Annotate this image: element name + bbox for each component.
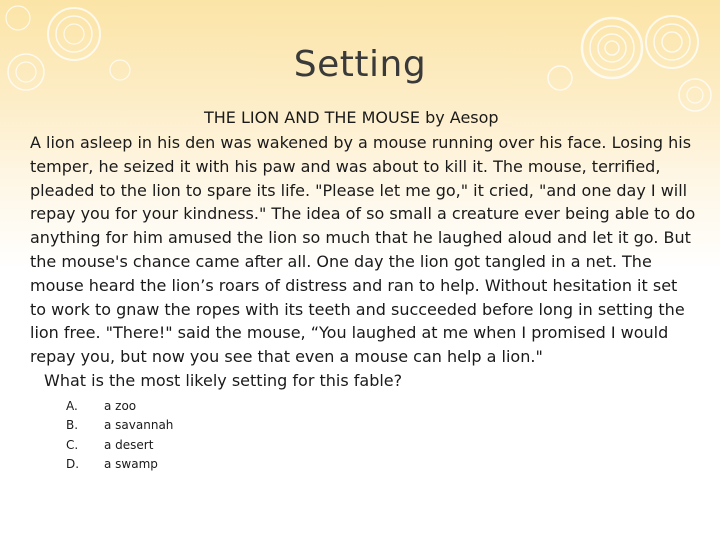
story-text: A lion asleep in his den was wakened by a mouse running over his face. Losing his temper, he seized it with his paw and was about to kill it. The mouse, terrified, pleaded to the lion to spare its life. "Please let me go," it cried, "and one day I will repay you for your kindness." The idea of so small a creature ever being able to do anything for him amused the lion so much that he laughed aloud and let it go. But the mouse's chance came after all. One day the lion got tangled in a net. The mouse heard the lion’s roars of distress and ran to help. Without hesitation it set to work to gnaw the ropes with its teeth and succeeded before long in setting the lion free. "There!" said the mouse, “You laughed at me when I promised I would repay you, but now you see that even a mouse can help a lion."	[30, 133, 696, 367]
answer-choice	[66, 436, 173, 455]
story-title: THE LION AND THE MOUSE by Aesop	[204, 108, 499, 127]
slide-title: Setting	[293, 44, 427, 85]
choice-text: a zoo	[104, 399, 137, 413]
choice-letter: C.	[66, 437, 79, 452]
answer-choices	[66, 397, 173, 474]
choice-letter: D.	[66, 456, 80, 471]
answer-choice	[66, 455, 173, 474]
choice-letter: B.	[66, 418, 79, 433]
answer-choice	[66, 416, 173, 435]
answer-choice	[66, 397, 173, 416]
choice-text: a desert	[104, 437, 154, 452]
choice-text: a savannah	[104, 418, 174, 433]
question-text: What is the most likely setting for this fable?	[44, 371, 403, 390]
choice-letter: A.	[66, 399, 78, 413]
choice-text: a swamp	[104, 456, 158, 471]
